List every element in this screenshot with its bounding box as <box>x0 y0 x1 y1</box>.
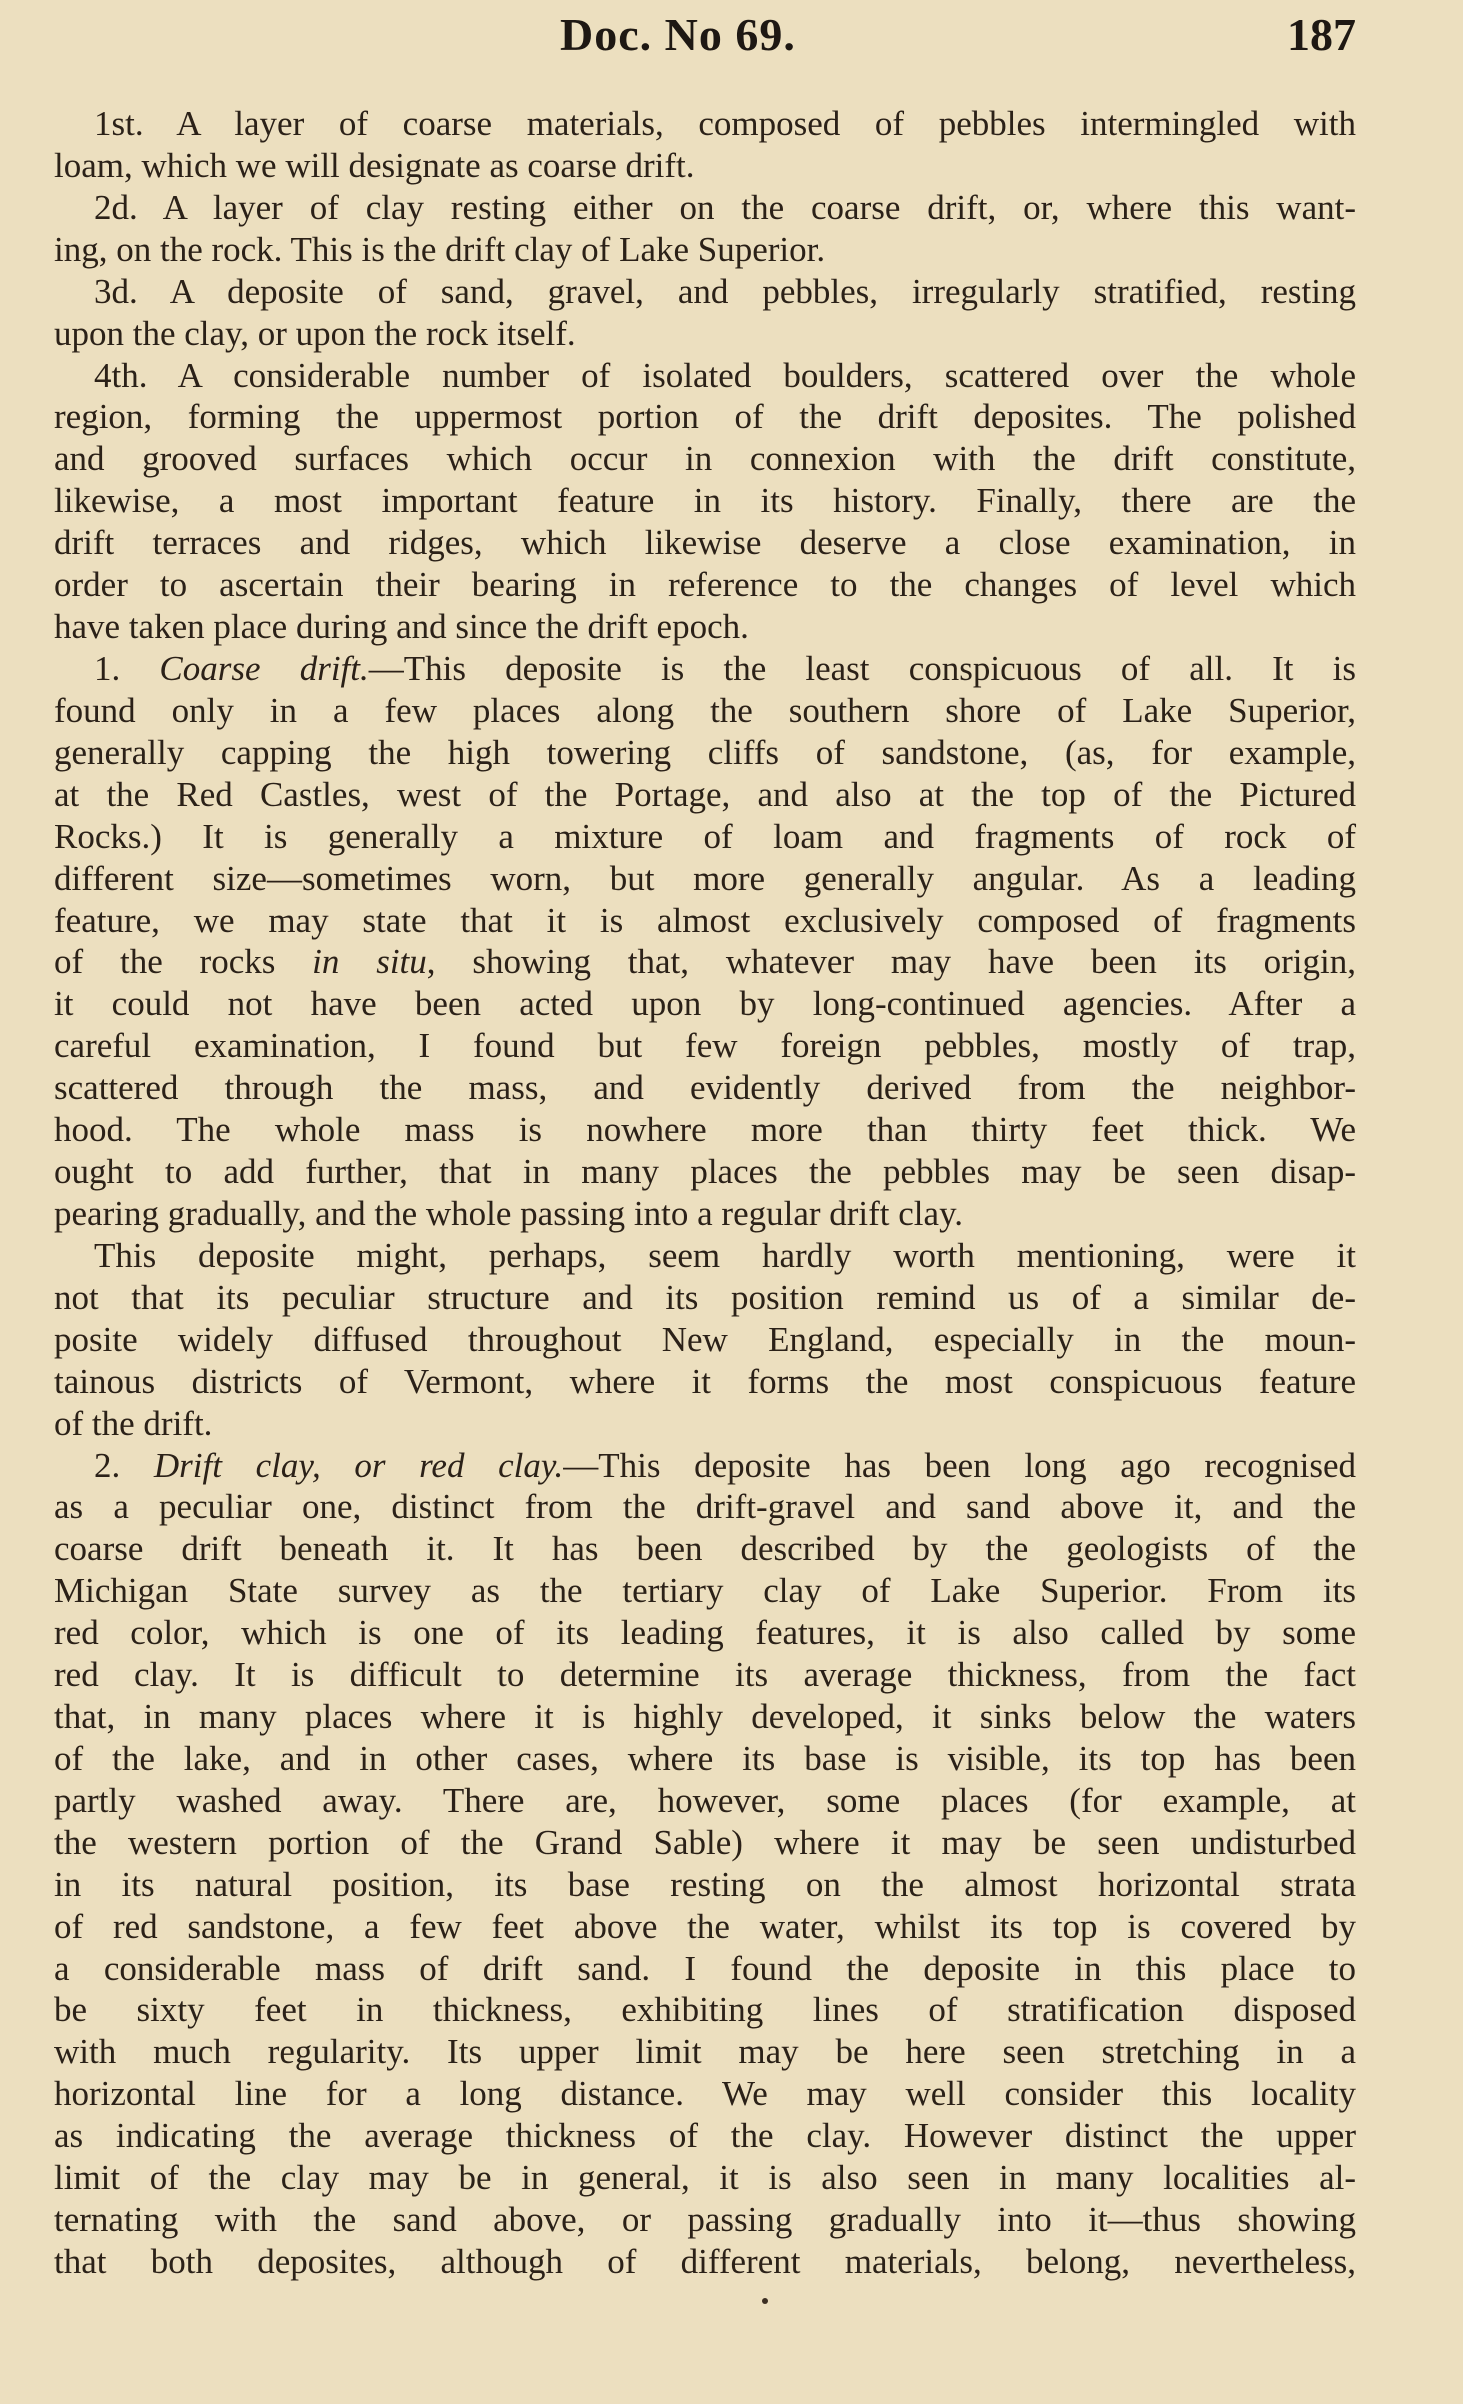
line-text: not that its peculiar structure and its position remind us of a similar de- <box>54 1277 1356 1317</box>
text-line <box>54 1906 1356 1948</box>
text-line <box>54 816 1356 858</box>
text-line <box>54 1151 1356 1193</box>
text-line <box>54 1696 1356 1738</box>
text-line <box>54 1193 1356 1235</box>
line-text: region, forming the uppermost portion of the drift deposites. The polished <box>54 397 1356 437</box>
text-line <box>54 941 1356 983</box>
text-line <box>54 564 1356 606</box>
line-text: upon the clay, or upon the rock itself. <box>54 313 576 353</box>
line-text: as a peculiar one, distinct from the drift-gravel and sand above it, and the <box>54 1487 1356 1527</box>
line-text: limit of the clay may be in general, it is also seen in many localities al- <box>54 2158 1356 2198</box>
text-line <box>54 2031 1356 2073</box>
line-text: ing, on the rock. This is the drift clay of Lake Superior. <box>54 229 826 269</box>
line-text: scattered through the mass, and evidently derived from the neighbor- <box>54 1068 1356 1108</box>
line-text: ought to add further, that in many places the pebbles may be seen disap- <box>54 1152 1356 1192</box>
text-line <box>54 606 1356 648</box>
page-number: 187 <box>1287 9 1356 60</box>
line-text: order to ascertain their bearing in reference to the changes of level which <box>54 565 1356 605</box>
line-text: 2d. A layer of clay resting either on the coarse drift, or, where this want- <box>94 187 1356 227</box>
text-line <box>54 145 1356 187</box>
line-text: different size—sometimes worn, but more generally angular. As a leading <box>54 858 1356 898</box>
line-text: in its natural position, its base resting on the almost horizontal strata <box>54 1864 1356 1904</box>
text-line <box>54 1109 1356 1151</box>
line-text: a considerable mass of drift sand. I found the deposite in this place to <box>54 1948 1356 1988</box>
line-text: at the Red Castles, west of the Portage, and also at the top of the Pictured <box>54 774 1356 814</box>
text-line <box>54 1570 1356 1612</box>
line-text: of the lake, and in other cases, where its base is visible, its top has been <box>54 1738 1356 1778</box>
line-text: generally capping the high towering cliffs of sandstone, (as, for example, <box>54 732 1356 772</box>
text-line <box>54 187 1356 229</box>
line-text: have taken place during and since the drift epoch. <box>54 607 749 647</box>
line-text: red color, which is one of its leading features, it is also called by some <box>54 1613 1356 1653</box>
text-line <box>54 103 1356 145</box>
line-text: ternating with the sand above, or passing gradually into it—thus showing <box>54 2200 1356 2240</box>
body-text <box>54 103 1356 2283</box>
line-text: careful examination, I found but few foreign pebbles, mostly of trap, <box>54 1026 1356 1066</box>
text-line <box>54 2073 1356 2115</box>
line-text: the western portion of the Grand Sable) where it may be seen undisturbed <box>54 1822 1356 1862</box>
text-line <box>54 2241 1356 2283</box>
text-line <box>54 229 1356 271</box>
line-text: with much regularity. Its upper limit may be here seen stretching in a <box>54 2032 1356 2072</box>
running-head: Doc. No 69. <box>560 9 796 60</box>
line-text: and grooved surfaces which occur in connexion with the drift constitute, <box>54 439 1356 479</box>
line-text: likewise, a most important feature in its history. Finally, there are the <box>54 481 1356 521</box>
text-line <box>54 983 1356 1025</box>
text-line <box>54 2115 1356 2157</box>
line-text: red clay. It is difficult to determine its average thickness, from the fact <box>54 1655 1356 1695</box>
text-line <box>54 732 1356 774</box>
text-line <box>54 1445 1356 1487</box>
print-mark <box>762 2298 768 2304</box>
text-line <box>54 480 1356 522</box>
italic-heading: Coarse drift. <box>159 648 369 688</box>
line-text: Michigan State survey as the tertiary clay of Lake Superior. From its <box>54 1571 1356 1611</box>
line-text: of the drift. <box>54 1403 213 1443</box>
text-line <box>54 1948 1356 1990</box>
line-text: posite widely diffused throughout New England, especially in the moun- <box>54 1319 1356 1359</box>
line-text: be sixty feet in thickness, exhibiting lines of stratification disposed <box>54 1990 1356 2030</box>
text-line <box>54 2157 1356 2199</box>
italic-heading: in situ <box>312 942 427 982</box>
italic-heading: Drift clay, or red clay. <box>153 1445 564 1485</box>
line-text: 1. <box>94 648 160 688</box>
line-text-continued: , showing that, whatever may have been its origin, <box>426 942 1356 982</box>
line-text: tainous districts of Vermont, where it forms the most conspicuous feature <box>54 1361 1356 1401</box>
text-line <box>54 1612 1356 1654</box>
line-text-continued: —This deposite is the least conspicuous of all. It is <box>368 648 1356 688</box>
text-line <box>54 1654 1356 1696</box>
line-text: as indicating the average thickness of the clay. However distinct the upper <box>54 2116 1356 2156</box>
text-line <box>54 1822 1356 1864</box>
text-line <box>54 1403 1356 1445</box>
line-text: coarse drift beneath it. It has been described by the geologists of the <box>54 1529 1356 1569</box>
text-line <box>54 1738 1356 1780</box>
line-text: This deposite might, perhaps, seem hardly worth mentioning, were it <box>94 1235 1356 1275</box>
text-line <box>54 355 1356 397</box>
line-text: 3d. A deposite of sand, gravel, and pebbles, irregularly stratified, resting <box>94 271 1356 311</box>
text-line <box>54 1025 1356 1067</box>
text-line <box>54 648 1356 690</box>
line-text: 2. <box>94 1445 154 1485</box>
text-line <box>54 271 1356 313</box>
text-line <box>54 1864 1356 1906</box>
text-line <box>54 438 1356 480</box>
text-line <box>54 1780 1356 1822</box>
line-text: pearing gradually, and the whole passing into a regular drift clay. <box>54 1193 964 1233</box>
line-text: that both deposites, although of different materials, belong, nevertheless, <box>54 2242 1356 2282</box>
text-line <box>54 1235 1356 1277</box>
text-line <box>54 313 1356 355</box>
line-text: that, in many places where it is highly developed, it sinks below the waters <box>54 1697 1356 1737</box>
line-text-continued: —This deposite has been long ago recognised <box>563 1445 1356 1485</box>
text-line <box>54 1319 1356 1361</box>
line-text: Rocks.) It is generally a mixture of loam and fragments of rock of <box>54 816 1356 856</box>
text-line <box>54 522 1356 564</box>
text-line <box>54 1361 1356 1403</box>
text-line <box>54 1989 1356 2031</box>
line-text: feature, we may state that it is almost exclusively composed of fragments <box>54 900 1356 940</box>
line-text: drift terraces and ridges, which likewise deserve a close examination, in <box>54 523 1356 563</box>
line-text: partly washed away. There are, however, some places (for example, at <box>54 1780 1356 1820</box>
text-line <box>54 858 1356 900</box>
line-text: hood. The whole mass is nowhere more than thirty feet thick. We <box>54 1110 1356 1150</box>
line-text: horizontal line for a long distance. We may well consider this locality <box>54 2074 1356 2114</box>
line-text: found only in a few places along the southern shore of Lake Superior, <box>54 690 1356 730</box>
line-text: of the rocks <box>54 942 313 982</box>
text-line <box>54 1528 1356 1570</box>
text-line <box>54 690 1356 732</box>
text-line <box>54 1067 1356 1109</box>
text-line <box>54 1277 1356 1319</box>
page-header <box>0 8 1463 68</box>
text-line <box>54 396 1356 438</box>
line-text: 4th. A considerable number of isolated boulders, scattered over the whole <box>94 355 1356 395</box>
line-text: 1st. A layer of coarse materials, composed of pebbles intermingled with <box>94 104 1356 143</box>
text-line <box>54 774 1356 816</box>
line-text: it could not have been acted upon by long-continued agencies. After a <box>54 984 1356 1024</box>
line-text: of red sandstone, a few feet above the water, whilst its top is covered by <box>54 1906 1356 1946</box>
line-text: loam, which we will designate as coarse drift. <box>54 145 695 185</box>
text-line <box>54 900 1356 942</box>
text-line <box>54 2199 1356 2241</box>
text-line <box>54 1486 1356 1528</box>
